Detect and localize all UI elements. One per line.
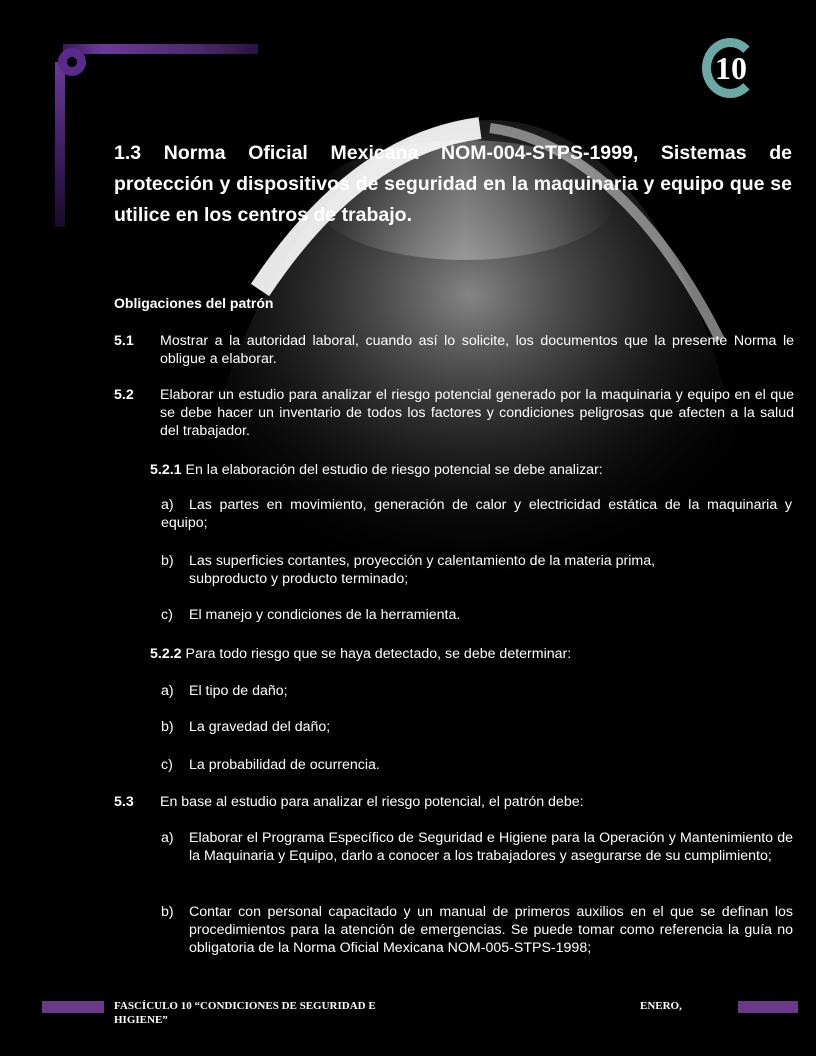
subsection-5-2-1 xyxy=(150,461,794,479)
section-number: 5.2 xyxy=(114,387,134,403)
item-text: La probabilidad de ocurrencia. xyxy=(189,757,380,773)
section-text: En base al estudio para analizar el riesgo potencial, el patrón debe: xyxy=(160,794,584,810)
item-text: Contar con personal capacitado y un manual de primeros auxilios en el que se definan los procedimientos para la atención de emergencias. Se puede tomar como referencia la guía no obligatoria de la Norma Oficial Mexicana NOM-005-STPS-1998; xyxy=(189,904,793,956)
section-text: Mostrar a la autoridad laboral, cuando así lo solicite, los documentos que la presente Norma le obligue a elaborar. xyxy=(160,333,794,367)
item-text: Elaborar el Programa Específico de Seguridad e Higiene para la Operación y Mantenimiento de la Maquinaria y Equipo, darlo a conocer a los trabajadores y asegurarse de su cumplimiento; xyxy=(189,830,793,864)
footer-line-2: HIGIENE” xyxy=(114,1014,168,1026)
chapter-badge xyxy=(702,38,758,98)
section-number: 5.1 xyxy=(114,333,134,349)
item-text: La gravedad del daño; xyxy=(189,719,331,735)
footer-bar-right xyxy=(738,1001,798,1013)
footer-date: ENERO, xyxy=(640,1000,682,1012)
subsection-text: En la elaboración del estudio de riesgo potencial se debe analizar: xyxy=(181,462,603,478)
chapter-number: 10 xyxy=(715,50,747,86)
frame-corner-ornament xyxy=(58,48,86,76)
subsection-5-2-2 xyxy=(150,645,794,663)
item-label: a) xyxy=(161,830,174,846)
section-title: 1.3 Norma Oficial Mexicana NOM-004-STPS-1999, Sistemas de protección y dispositivos de seguridad en la maquinaria y equipo que se utilice en los centros de trabajo. xyxy=(114,142,792,226)
section-text: Elaborar un estudio para analizar el riesgo potencial generado por la maquinaria y equipo en el que se debe hacer un inventario de todos los factores y condiciones peligrosas que afecten a la salud del trabajador. xyxy=(160,387,794,439)
section-5-2 xyxy=(114,386,794,440)
item-text: El manejo y condiciones de la herramienta. xyxy=(189,607,461,623)
subsection-number: 5.2.1 xyxy=(150,462,182,478)
section-number: 5.3 xyxy=(114,794,134,810)
subheading: Obligaciones del patrón xyxy=(114,295,274,311)
item-label: b) xyxy=(161,904,174,920)
footer-bar-left xyxy=(42,1001,104,1013)
item-label: b) xyxy=(161,553,174,569)
item-text: Las partes en movimiento, generación de calor y electricidad estática de la maquinaria y equipo; xyxy=(161,497,792,531)
item-label: a) xyxy=(161,497,174,513)
section-5-3 xyxy=(114,793,794,811)
footer-line-1: FASCÍCULO 10 “CONDICIONES DE SEGURIDAD E xyxy=(114,1000,376,1012)
item-label: a) xyxy=(161,683,174,699)
section-5-1 xyxy=(114,332,794,368)
frame-left-bar xyxy=(55,62,65,227)
footer-left xyxy=(114,1000,376,1026)
item-label: c) xyxy=(161,607,173,623)
subsection-text: Para todo riesgo que se haya detectado, se debe determinar: xyxy=(181,646,572,662)
item-text: Las superficies cortantes, proyección y calentamiento de la materia prima, subproducto y producto terminado; xyxy=(189,553,656,587)
frame-top-bar xyxy=(63,44,258,54)
item-label: b) xyxy=(161,719,174,735)
item-text: El tipo de daño; xyxy=(189,683,288,699)
subsection-number: 5.2.2 xyxy=(150,646,182,662)
item-label: c) xyxy=(161,757,173,773)
